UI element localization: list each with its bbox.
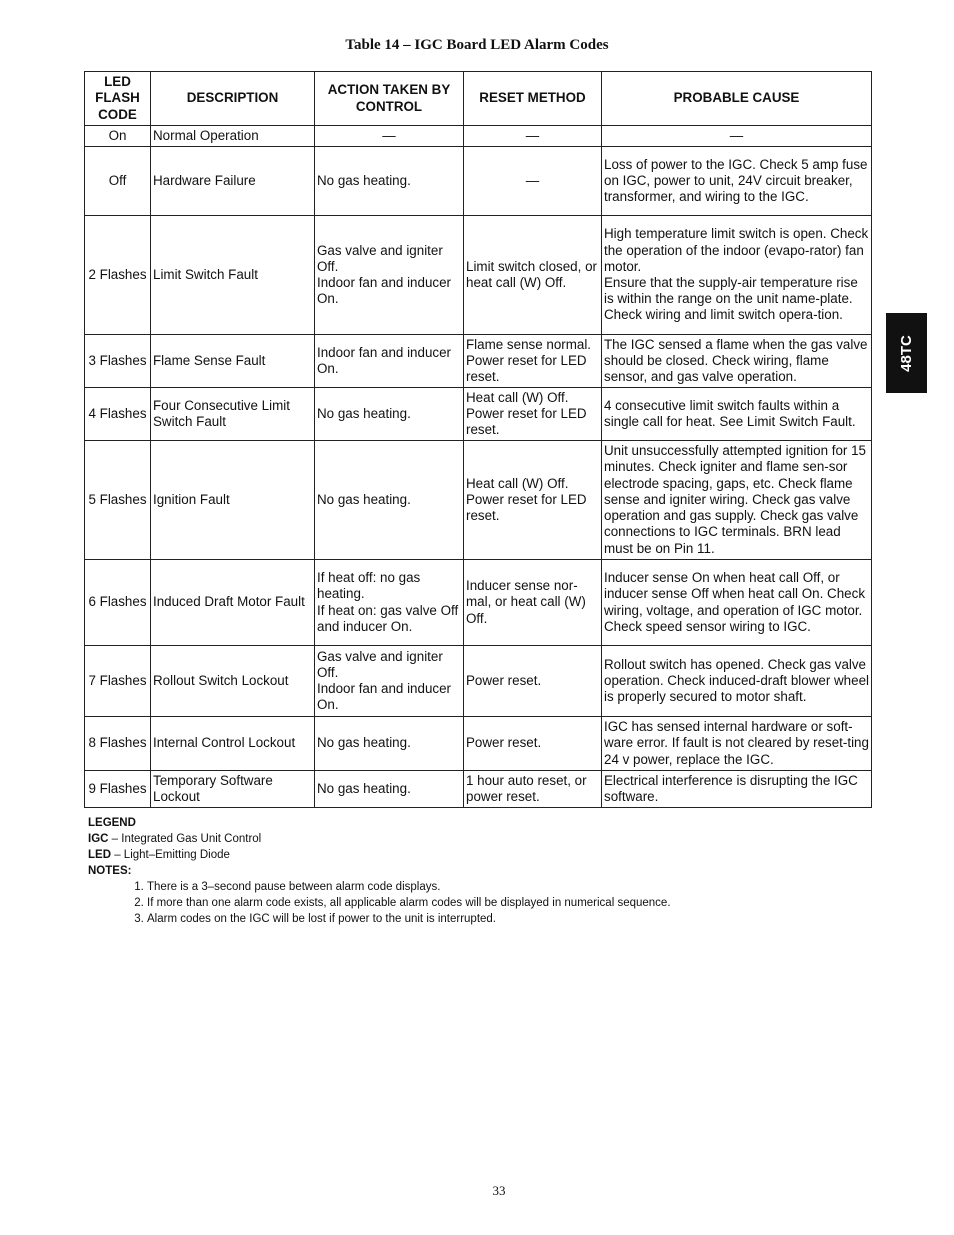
- table-row: [85, 147, 872, 216]
- side-tab-label: 48TC: [898, 334, 915, 372]
- table-header-row: [85, 72, 872, 126]
- action-cell: —: [315, 126, 464, 147]
- legend-separator: –: [111, 849, 124, 861]
- led-flash-code-cell: 3 Flashes: [85, 335, 151, 388]
- led-flash-code-cell: 8 Flashes: [85, 717, 151, 771]
- description-cell: Internal Control Lockout: [151, 717, 315, 771]
- reset-method-cell: Heat call (W) Off. Power reset for LED reset.: [464, 388, 602, 441]
- description-cell: Temporary Software Lockout: [151, 771, 315, 808]
- description-cell: Hardware Failure: [151, 147, 315, 216]
- table-row: [85, 717, 872, 771]
- side-tab: [886, 313, 927, 393]
- reset-method-cell: 1 hour auto reset, or power reset.: [464, 771, 602, 808]
- led-flash-code-cell: 5 Flashes: [85, 441, 151, 560]
- table-row: [85, 388, 872, 441]
- action-cell: Gas valve and igniter Off. Indoor fan and inducer On.: [315, 646, 464, 717]
- reset-method-cell: —: [464, 147, 602, 216]
- probable-cause-cell: The IGC sensed a flame when the gas valve should be closed. Check wiring, flame sensor, and gas valve operation.: [602, 335, 872, 388]
- description-cell: Limit Switch Fault: [151, 216, 315, 335]
- probable-cause-cell: —: [602, 126, 872, 147]
- table-body: [85, 126, 872, 808]
- reset-method-cell: Limit switch closed, or heat call (W) Off.: [464, 216, 602, 335]
- table-row: [85, 560, 872, 646]
- action-cell: Gas valve and igniter Off. Indoor fan and inducer On.: [315, 216, 464, 335]
- action-cell: If heat off: no gas heating. If heat on: gas valve Off and inducer On.: [315, 560, 464, 646]
- led-flash-code-cell: Off: [85, 147, 151, 216]
- legend-heading: LEGEND: [88, 817, 136, 829]
- probable-cause-cell: 4 consecutive limit switch faults within a single call for heat. See Limit Switch Fault.: [602, 388, 872, 441]
- legend-definition: Light–Emitting Diode: [123, 849, 230, 861]
- led-flash-code-cell: 6 Flashes: [85, 560, 151, 646]
- legend-item: [88, 847, 671, 863]
- legend-definition: Integrated Gas Unit Control: [121, 833, 262, 845]
- description-cell: Four Consecutive Limit Switch Fault: [151, 388, 315, 441]
- reset-method-cell: Flame sense normal. Power reset for LED reset.: [464, 335, 602, 388]
- reset-method-cell: —: [464, 126, 602, 147]
- led-flash-code-cell: On: [85, 126, 151, 147]
- page-number: 33: [492, 1183, 506, 1198]
- reset-method-cell: Heat call (W) Off. Power reset for LED reset.: [464, 441, 602, 560]
- description-cell: Flame Sense Fault: [151, 335, 315, 388]
- probable-cause-cell: High temperature limit switch is open. Check the operation of the indoor (evapo-rator) fan motor. Ensure that the supply-air temperature rise is within the range on the unit name-plate. Check wiring and limit switch opera-tion.: [602, 216, 872, 335]
- description-cell: Rollout Switch Lockout: [151, 646, 315, 717]
- table-row: [85, 771, 872, 808]
- page-title: Table 14 – IGC Board LED Alarm Codes: [345, 37, 609, 53]
- action-cell: No gas heating.: [315, 147, 464, 216]
- note-item: 2. If more than one alarm code exists, all applicable alarm codes will be displayed in numerical sequence.: [147, 895, 671, 911]
- probable-cause-cell: Inducer sense On when heat call Off, or inducer sense Off when heat call On. Check wiring, voltage, and operation of IGC motor. Check speed sensor wiring to IGC.: [602, 560, 872, 646]
- header-reset-method: RESET METHOD: [464, 72, 602, 126]
- legend-item: [88, 831, 671, 847]
- table-row: [85, 126, 872, 147]
- header-action: ACTION TAKEN BY CONTROL: [315, 72, 464, 126]
- description-cell: Ignition Fault: [151, 441, 315, 560]
- action-cell: No gas heating.: [315, 771, 464, 808]
- legend-term: IGC: [88, 833, 109, 845]
- header-probable-cause: PROBABLE CAUSE: [602, 72, 872, 126]
- led-flash-code-cell: 7 Flashes: [85, 646, 151, 717]
- led-flash-code-cell: 2 Flashes: [85, 216, 151, 335]
- table-row: [85, 441, 872, 560]
- table-row: [85, 216, 872, 335]
- reset-method-cell: Inducer sense nor-mal, or heat call (W) Off.: [464, 560, 602, 646]
- probable-cause-cell: IGC has sensed internal hardware or soft-ware error. If fault is not cleared by reset-ting 24 v power, replace the IGC.: [602, 717, 872, 771]
- header-description: DESCRIPTION: [151, 72, 315, 126]
- notes-heading: NOTES:: [88, 865, 132, 877]
- reset-method-cell: Power reset.: [464, 717, 602, 771]
- table-row: [85, 646, 872, 717]
- description-cell: Induced Draft Motor Fault: [151, 560, 315, 646]
- description-cell: Normal Operation: [151, 126, 315, 147]
- legend-separator: –: [108, 833, 122, 845]
- note-item: 1. There is a 3–second pause between alarm code displays.: [147, 879, 671, 895]
- notes-list: [88, 879, 671, 927]
- probable-cause-cell: Unit unsuccessfully attempted ignition for 15 minutes. Check igniter and flame sen-sor electrode spacing, gaps, etc. Check flame sense and igniter wiring. Check gas valve operation and gas supply. Check gas valve connections to IGC terminals. BRN lead must be on Pin 11.: [602, 441, 872, 560]
- led-flash-code-cell: 4 Flashes: [85, 388, 151, 441]
- action-cell: No gas heating.: [315, 388, 464, 441]
- action-cell: No gas heating.: [315, 441, 464, 560]
- probable-cause-cell: Electrical interference is disrupting the IGC software.: [602, 771, 872, 808]
- reset-method-cell: Power reset.: [464, 646, 602, 717]
- action-cell: No gas heating.: [315, 717, 464, 771]
- legend: [88, 815, 671, 927]
- probable-cause-cell: Rollout switch has opened. Check gas valve operation. Check induced-draft blower wheel is properly secured to motor shaft.: [602, 646, 872, 717]
- led-flash-code-cell: 9 Flashes: [85, 771, 151, 808]
- probable-cause-cell: Loss of power to the IGC. Check 5 amp fuse on IGC, power to unit, 24V circuit breaker, transformer, and wiring to the IGC.: [602, 147, 872, 216]
- table-row: [85, 335, 872, 388]
- action-cell: Indoor fan and inducer On.: [315, 335, 464, 388]
- header-led-flash-code: LED FLASH CODE: [85, 72, 151, 126]
- alarm-codes-table: [84, 71, 872, 808]
- legend-term: LED: [88, 849, 111, 861]
- note-item: 3. Alarm codes on the IGC will be lost if power to the unit is interrupted.: [147, 911, 671, 927]
